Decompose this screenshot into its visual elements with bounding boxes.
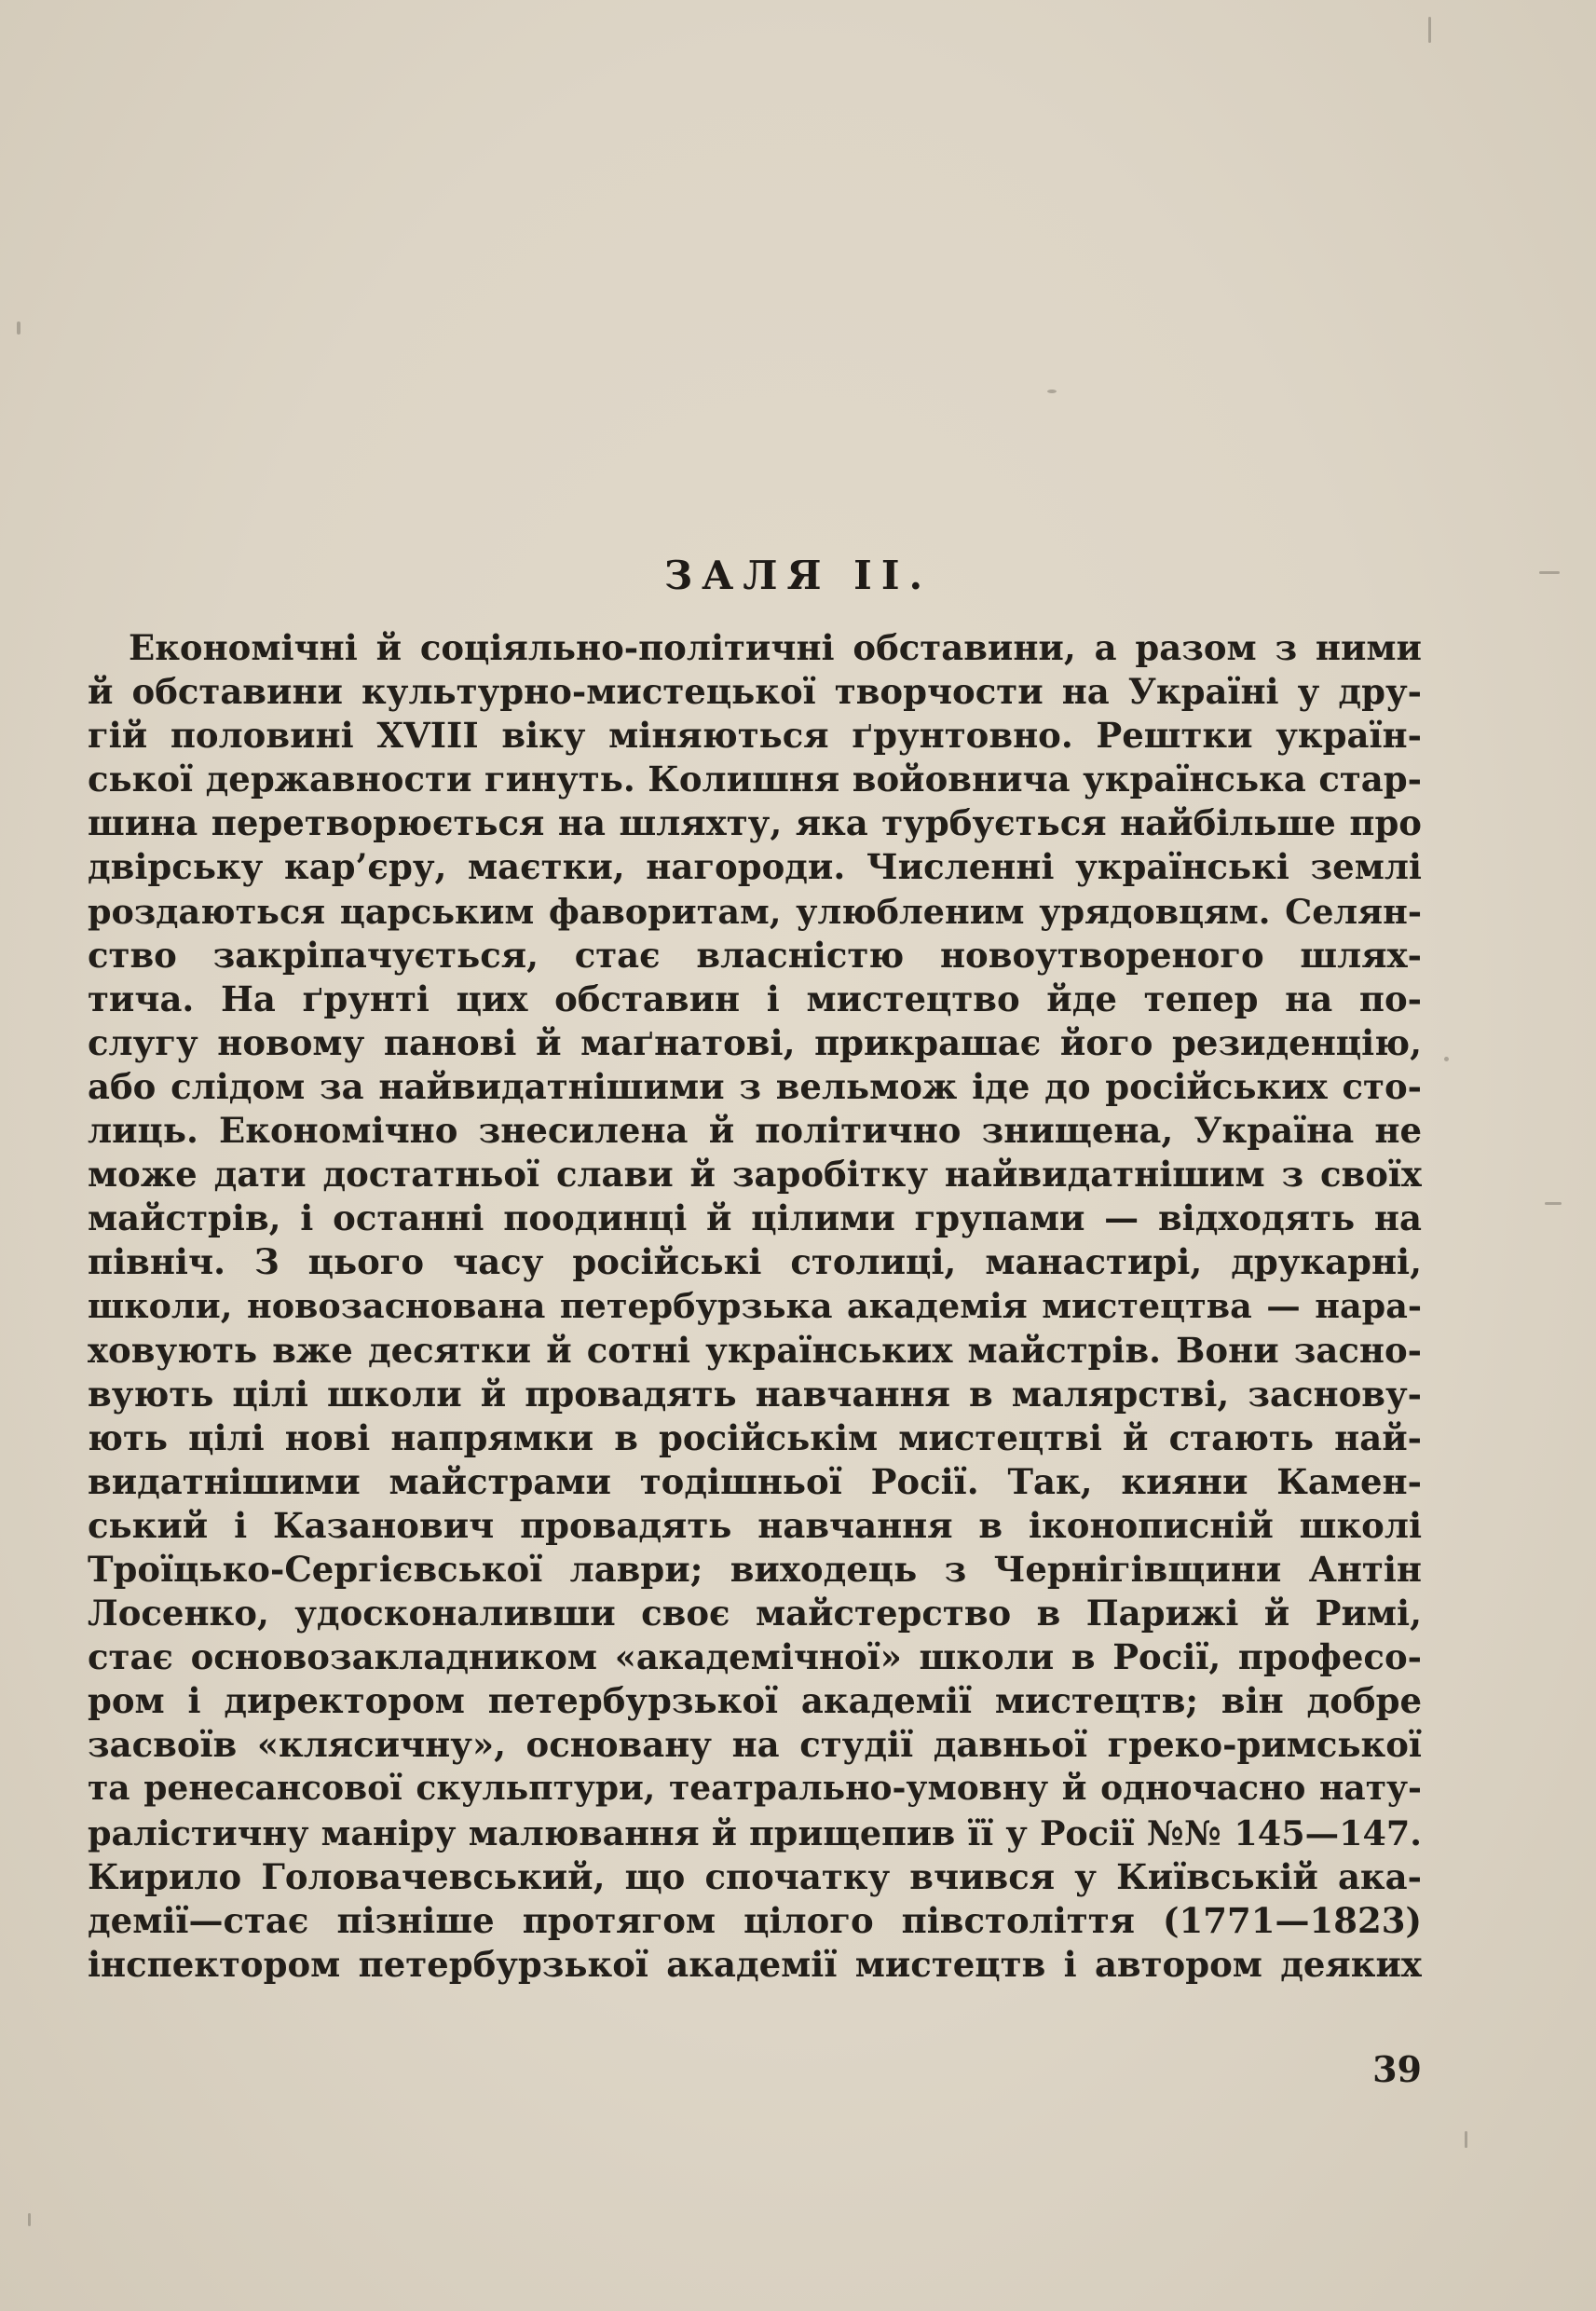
text-line: Троїцько-Сергієвської лаври; виходець з Чернігівщини Антін (88, 1548, 1422, 1590)
text-line: демії—стає пізніше протягом цілого півстоліття (1771—1823) (88, 1899, 1422, 1941)
text-line: або слідом за найвидатнішими з вельмож іде до російських сто- (88, 1065, 1422, 1107)
paper-speck (1444, 1057, 1449, 1061)
page-number: 39 (1372, 2048, 1422, 2090)
text-line: шина перетворюється на шляхту, яка турбується найбільше про (88, 802, 1422, 844)
paper-speck (1428, 17, 1431, 43)
text-line: Лосенко, удосконаливши своє майстерство в Парижі й Римі, (88, 1593, 1422, 1634)
text-line: лиць. Економічно знесилена й політично знищена, Україна не (88, 1110, 1422, 1152)
text-line: може дати достатньої слави й заробітку найвидатнішим з своїх (88, 1154, 1422, 1196)
text-line: інспектором петербурзької академії мистецтв і автором деяких (88, 1943, 1422, 1985)
text-line: засвоїв «клясичну», основану на студії давньої греко-римської (88, 1724, 1422, 1766)
text-line: ський і Казанович провадять навчання в іконописній школі (88, 1504, 1422, 1546)
text-line: майстрів, і останні поодинці й цілими групами — відходять на (88, 1197, 1422, 1239)
paper-speck (1465, 2131, 1467, 2148)
text-line: й обставини культурно-мистецької творчости на Україні у дру- (88, 671, 1422, 713)
text-line: слугу новому панові й маґнатові, прикрашає його резиденцію, (88, 1021, 1422, 1063)
text-line: вують цілі школи й провадять навчання в малярстві, заснову- (88, 1373, 1422, 1415)
main-paragraph (88, 626, 1422, 1987)
text-line: двірську кар’єру, маєтки, нагороди. Численні українські землі (88, 846, 1422, 888)
text-line: ром і директором петербурзької академії мистецтв; він добре (88, 1680, 1422, 1722)
text-line: північ. З цього часу російські столиці, манастирі, друкарні, (88, 1241, 1422, 1283)
text-line: роздаються царським фаворитам, улюбленим урядовцям. Селян- (88, 891, 1422, 932)
section-heading: ЗАЛЯ II. (663, 553, 933, 598)
paper-speck (1047, 390, 1057, 393)
text-line: ралістичну маніру малювання й прищепив її у Росії №№ 145—147. (88, 1812, 1422, 1853)
paper-speck (1545, 1202, 1562, 1205)
text-line: гій половині XVIII віку міняються ґрунтовно. Рештки україн- (88, 715, 1422, 757)
paper-speck (28, 2213, 31, 2226)
paper-speck (17, 321, 20, 335)
text-line: тича. На ґрунті цих обставин і мистецтво йде тепер на по- (88, 978, 1422, 1019)
text-line: Економічні й соціяльно-політичні обставини, а разом з ними (129, 627, 1422, 668)
text-line: стає основозакладником «академічної» школи в Росії, професо- (88, 1636, 1422, 1678)
text-line: Кирило Головачевський, що спочатку вчився у Київській ака- (88, 1855, 1422, 1897)
text-line: та ренесансової скульптури, театрально-умовну й одночасно нату- (88, 1769, 1422, 1809)
text-line: видатнішими майстрами тодішньої Росії. Так, кияни Камен- (88, 1460, 1422, 1502)
text-line: ської державности гинуть. Колишня войовнича українська стар- (88, 759, 1422, 800)
text-line: школи, новозаснована петербурзька академія мистецтва — нара- (88, 1286, 1422, 1327)
text-line: ховують вже десятки й сотні українських майстрів. Вони засно- (88, 1329, 1422, 1371)
text-line: ство закріпачується, стає власністю новоутвореного шлях- (88, 934, 1422, 976)
text-line: ють цілі нові напрямки в російськім мистецтві й стають най- (88, 1416, 1422, 1458)
